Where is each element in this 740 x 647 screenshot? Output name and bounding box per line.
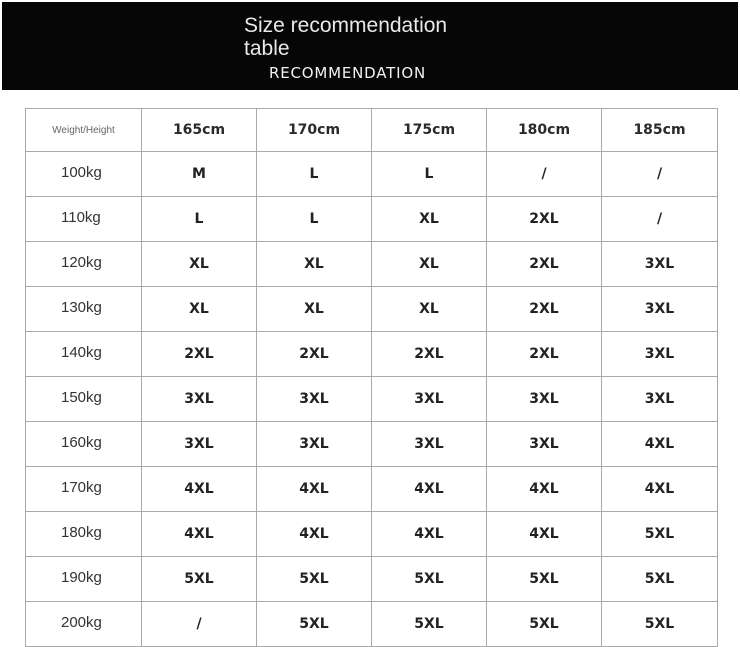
size-cell: 5XL <box>257 557 372 602</box>
size-cell: / <box>602 197 718 242</box>
table-row <box>26 332 718 377</box>
size-cell: XL <box>142 287 257 332</box>
size-cell: L <box>257 152 372 197</box>
size-cell: 5XL <box>257 602 372 647</box>
row-header-weight: 170kg <box>26 467 142 512</box>
table-row <box>26 512 718 557</box>
size-cell: 4XL <box>487 467 602 512</box>
row-header-weight: 180kg <box>26 512 142 557</box>
size-cell: 5XL <box>602 602 718 647</box>
table-header-row <box>26 109 718 152</box>
page-title: Size recommendation table <box>244 14 448 60</box>
size-cell: 2XL <box>487 287 602 332</box>
row-header-weight: 150kg <box>26 377 142 422</box>
size-cell: 3XL <box>602 287 718 332</box>
size-cell: 3XL <box>487 377 602 422</box>
size-cell: XL <box>372 287 487 332</box>
size-cell: 4XL <box>372 512 487 557</box>
size-cell: 3XL <box>257 377 372 422</box>
size-cell: 4XL <box>487 512 602 557</box>
table-row <box>26 152 718 197</box>
table-row <box>26 287 718 332</box>
row-header-weight: 120kg <box>26 242 142 287</box>
size-cell: 5XL <box>602 557 718 602</box>
column-header: 175cm <box>372 109 487 152</box>
row-header-weight: 130kg <box>26 287 142 332</box>
size-cell: XL <box>372 197 487 242</box>
column-header: 170cm <box>257 109 372 152</box>
table-row <box>26 557 718 602</box>
size-cell: 5XL <box>142 557 257 602</box>
size-cell: 3XL <box>257 422 372 467</box>
size-cell: 4XL <box>142 467 257 512</box>
size-cell: XL <box>257 242 372 287</box>
column-header: 165cm <box>142 109 257 152</box>
size-cell: XL <box>142 242 257 287</box>
row-header-weight: 140kg <box>26 332 142 377</box>
row-header-weight: 100kg <box>26 152 142 197</box>
size-cell: 2XL <box>487 197 602 242</box>
size-cell: 3XL <box>142 422 257 467</box>
size-cell: 2XL <box>487 242 602 287</box>
size-cell: 5XL <box>487 602 602 647</box>
size-cell: 4XL <box>257 467 372 512</box>
size-cell: 4XL <box>602 422 718 467</box>
size-table <box>25 108 718 647</box>
column-header: 185cm <box>602 109 718 152</box>
header-banner <box>2 2 738 90</box>
size-cell: M <box>142 152 257 197</box>
row-header-weight: 110kg <box>26 197 142 242</box>
table-row <box>26 197 718 242</box>
table-row <box>26 467 718 512</box>
corner-label: Weight/Height <box>26 109 142 152</box>
size-cell: 2XL <box>142 332 257 377</box>
row-header-weight: 200kg <box>26 602 142 647</box>
size-cell: / <box>602 152 718 197</box>
row-header-weight: 190kg <box>26 557 142 602</box>
size-cell: / <box>142 602 257 647</box>
table-body <box>26 152 718 647</box>
size-cell: 3XL <box>602 242 718 287</box>
size-cell: 3XL <box>142 377 257 422</box>
size-cell: 3XL <box>487 422 602 467</box>
size-cell: 4XL <box>257 512 372 557</box>
table-row <box>26 602 718 647</box>
size-cell: 5XL <box>602 512 718 557</box>
size-cell: 3XL <box>602 332 718 377</box>
size-cell: 4XL <box>602 467 718 512</box>
size-cell: 5XL <box>372 602 487 647</box>
size-cell: L <box>372 152 487 197</box>
size-cell: 4XL <box>372 467 487 512</box>
size-cell: 4XL <box>142 512 257 557</box>
size-cell: L <box>257 197 372 242</box>
size-cell: XL <box>257 287 372 332</box>
page-subtitle: RECOMMENDATION <box>269 64 426 82</box>
size-cell: 2XL <box>372 332 487 377</box>
size-cell: 3XL <box>602 377 718 422</box>
row-header-weight: 160kg <box>26 422 142 467</box>
table-row <box>26 242 718 287</box>
size-cell: XL <box>372 242 487 287</box>
size-cell: 3XL <box>372 422 487 467</box>
size-cell: 5XL <box>372 557 487 602</box>
size-cell: 2XL <box>487 332 602 377</box>
size-cell: 2XL <box>257 332 372 377</box>
column-header: 180cm <box>487 109 602 152</box>
table-row <box>26 422 718 467</box>
size-table-container <box>25 108 718 647</box>
size-cell: / <box>487 152 602 197</box>
size-cell: L <box>142 197 257 242</box>
size-cell: 3XL <box>372 377 487 422</box>
size-cell: 5XL <box>487 557 602 602</box>
table-row <box>26 377 718 422</box>
